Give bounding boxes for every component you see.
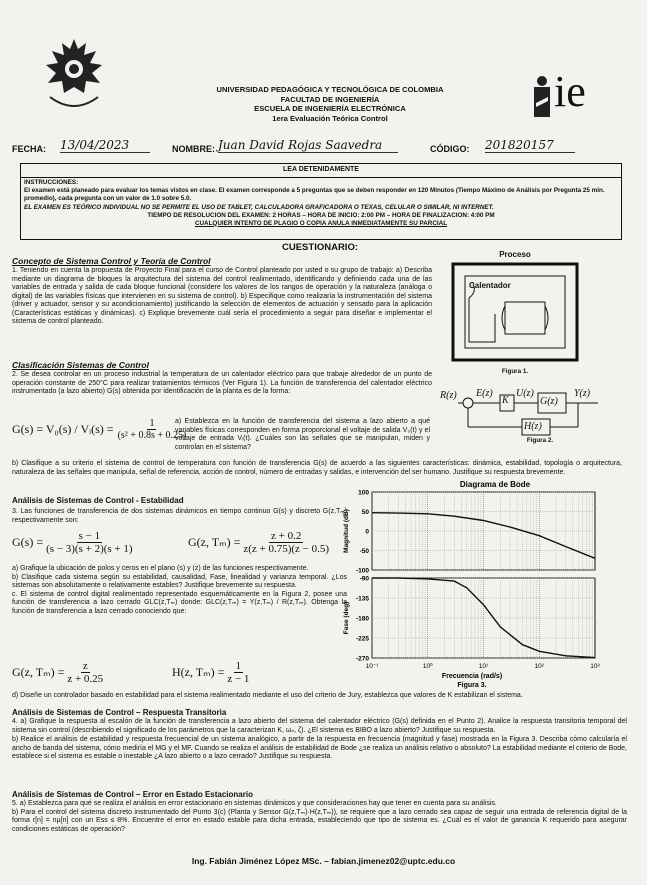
eq-gs-num: 1 <box>149 418 155 429</box>
phase-ytick-label: -180 <box>355 615 369 623</box>
figure-2-caption: Figura 2. <box>526 437 554 444</box>
eq3-gs-num: s − 1 <box>78 530 101 542</box>
eq-gs-den: (s² + 0.8s + 0.25) <box>117 430 187 441</box>
uptc-crest-logo <box>40 35 108 117</box>
bode-title: Diagrama de Bode <box>459 480 531 489</box>
ie-logo <box>530 67 600 125</box>
magnitude-ytick-label: 100 <box>358 489 369 497</box>
phase-ylabel: Fase (deg) <box>343 601 350 635</box>
instructions-line3: TIEMPO DE RESOLUCION DEL EXAMEN: 2 HORAS – HORA DE INICIO: 2:00 PM – HORA DE FINALIZACION: 4:00 PM <box>147 211 495 219</box>
fecha-label: FECHA: <box>12 144 46 154</box>
bode-xtick-label: 10⁻¹ <box>365 663 379 670</box>
bode-phase-line <box>372 578 595 658</box>
fig2-G-label: G(z) <box>540 396 558 407</box>
section-1-title: Concepto de Sistema Control y Teoría de Control <box>12 256 211 266</box>
section-5-part-a: 5. a) Establezca para qué se realiza el análisis en error estacionario en sistemas dinámicos y que consideraciones hay que tener en cuenta para su análisis. <box>12 800 497 807</box>
bode-magnitude-line <box>372 513 595 559</box>
eq3-g2-num: z <box>82 660 88 672</box>
instructions-line4: CUALQUIER INTENTO DE PLAGIO O COPIA ANULA INMEDIATAMENTE SU PARCIAL <box>194 219 448 227</box>
instructions-line1: El examen está planeado para evaluar los temas vistos en clase. El examen corresponde a 5 preguntas que se deben responder en 120 Minutos (Tiempo Máximo de Análisis por Pregunta 25 min. promedio), cada pregunta con un valor de 1.0 sobre 5.0. <box>24 186 605 202</box>
magnitude-ytick-label: 0 <box>365 528 369 536</box>
codigo-value: 201820157 <box>485 138 575 153</box>
instructions-line2: EL EXAMEN ES TEÓRICO INDIVIDUAL NO SE PERMITE EL USO DE TABLET, CALCULADORA GRAFICADORA O TEXAS, CELULAR O SIMILAR, NI INTERNET. <box>24 203 494 211</box>
section-4-part-a: 4. a) Grafique la respuesta al escalón de la función de transferencia a lazo abierto del sistema del calentador eléctrico (G(s) definida en el Punto 2). Analice la respuesta transitoria temporal del sistema sin control (describiendo el significado de los parámetros que la caracterizan K, ωₙ, ζ). ¿El sistema es BIBO a lazo abierto? Justifique su respuesta. <box>12 718 627 734</box>
eq3-gz-den: z(z + 0.75)(z − 0.5) <box>243 543 330 555</box>
equation-gs-heater <box>12 418 186 441</box>
section-4 <box>12 708 627 762</box>
heater-process-drawing <box>445 262 585 372</box>
section-3-part-b: b) Clasifique cada sistema según su estabilidad, causalidad, Fase, linealidad y varianza temporal. ¿Los sistemas son absolutamente o relativamente estables? Justifique brevemente su respuesta. <box>12 573 347 589</box>
bode-xtick-label: 10⁰ <box>422 663 433 670</box>
footer-professor: Ing. Fabián Jiménez López MSc. – fabian.jimenez02@uptc.edu.co <box>191 856 456 866</box>
figure-2 <box>440 385 600 445</box>
magnitude-ytick-label: -100 <box>355 567 369 575</box>
equation-gz-discrete <box>188 530 329 555</box>
instructions-title: INSTRUCCIONES: <box>24 178 79 186</box>
fig2-E-label: E(z) <box>476 388 493 399</box>
eq-gs-lhs: G(s) = V₀(s) / Vᵢ(s) = <box>12 422 114 436</box>
eq3-g2-den: z + 0.25 <box>67 673 104 685</box>
figure-1-caption: Figura 1. <box>501 368 529 375</box>
fig2-Y-label: Y(z) <box>574 388 591 399</box>
instructions-box <box>20 163 622 240</box>
eq3-g2-lhs: G(z, Tₘ) = <box>12 665 65 679</box>
eq3-h-den: z − 1 <box>227 673 250 685</box>
section-3-part-c: c. El sistema de control digital realimentado representado esquemáticamente en la Figura 2, posee una función de transferencia a lazo cerrado GLC(z,Tₘ) donde: GLC(z,Tₘ) = Y(z,Tₘ) / R(z,Tₘ). Obtenga la función de transferencia a lazo cerrado conociendo que: <box>12 590 347 615</box>
fecha-value: 13/04/2023 <box>60 138 150 153</box>
phase-ytick-label: -135 <box>355 595 369 603</box>
phase-ytick-label: -270 <box>355 655 369 663</box>
section-5 <box>12 790 627 834</box>
section-3-intro: 3. Las funciones de transferencia de dos sistemas dinámicos en tiempo continuo G(s) y discreto G(z,Tₘ) respectivamente son: <box>12 508 347 524</box>
section-2-part-a: a) Establezca en la función de transferencia del sistema a lazo abierto a qué variables físicas corresponden en forma proporcional el voltaje de salida V₀(t) y el voltaje de entrada Vᵢ(t). ¿Cuáles son las señales que se manipulan, miden y controlan en el sistema? <box>175 418 430 451</box>
phase-ytick-label: -225 <box>355 635 369 643</box>
bode-diagram <box>340 478 610 690</box>
exam-title: 1era Evaluación Teórica Control <box>272 113 388 123</box>
eq3-h-num: 1 <box>235 660 242 672</box>
codigo-label: CÓDIGO: <box>430 144 470 154</box>
section-3-title: Análisis de Sistemas de Control - Estabilidad <box>12 496 184 505</box>
section-1 <box>12 256 432 327</box>
eq3-gs-lhs: G(s) = <box>12 535 44 549</box>
nombre-label: NOMBRE: <box>172 144 215 154</box>
bode-xtick-label: 10³ <box>590 663 600 670</box>
cuestionario-heading: CUESTIONARIO: <box>282 242 358 253</box>
bode-plot-area <box>343 490 601 671</box>
figure-1 <box>445 250 585 380</box>
equation-g-tm <box>12 660 103 685</box>
section-3-parts <box>12 565 347 616</box>
bode-x-label: Frecuencia (rad/s) <box>441 673 503 680</box>
eq3-gz-num: z + 0.2 <box>271 530 302 542</box>
read-carefully-heading: LEA DETENIDAMENTE <box>283 166 359 173</box>
eq3-h-lhs: H(z, Tₘ) = <box>172 665 225 679</box>
equation-h-tm <box>172 660 249 685</box>
section-2 <box>12 360 432 397</box>
bode-caption: Figura 3. <box>457 682 487 689</box>
section-4-part-b: b) Realice el análisis de estabilidad y respuesta frecuencial de un sistema analógico, a partir de la respuesta en frecuencia (magnitud y fase) mostrada en la Figura 3. Describa cómo calcularía el ancho de banda del sistema, cómo mediría el MG y el MF. Cuando se realiza el análisis de estabilidad de Bode ¿se realiza un análisis relativo o absoluto? La estabilidad mediante el criterio de Bode, establece si el sistema es estable o inestable ¿A lazo abierto o a lazo cerrado? Justifique su respuesta. <box>12 736 627 760</box>
fig2-R-label: R(z) <box>440 390 457 401</box>
section-4-title: Análisis de Sistemas de Control – Respuesta Transitoria <box>12 708 227 717</box>
section-5-title: Análisis de Sistemas de Control – Error en Estado Estacionario <box>12 790 253 799</box>
bode-xtick-label: 10² <box>534 663 544 670</box>
university-name: UNIVERSIDAD PEDAGÓGICA Y TECNOLÓGICA DE COLOMBIA <box>216 85 444 94</box>
section-3 <box>12 496 347 525</box>
section-1-body: 1. Teniendo en cuenta la propuesta de Proyecto Final para el curso de Control planteado por usted o su grupo de trabajo: a) Describa mediante un diagrama de bloques la arquitectura del sistema del control realimentado, identificando y definiendo cada una de las variables de entrada y salida de cada bloque funcional (considere los valores de los rangos de operación y la naturaleza (análoga o digital) de las variables físicas que intervienen en su sistema de control). b) Especifique como realizaría la instrumentación del sistema (driver y actuador, sensor y su acondicionamiento) justificando la selección de elementos de actuación y sensado para la aplicación (Características estáticas y dinámicas). c) Explique brevemente cuál sería el procedimiento a seguir para diseñar e implementar el sistema de control planteado. <box>12 267 432 325</box>
section-5-part-b: b) Para el control del sistema discreto instrumentado del Punto 3(c) (Planta y Sensor G(z,Tₘ)·H(z,Tₘ)), se requiere que a lazo cerrado sea capaz de seguir una entrada de referencia digital de la forma r[n] = nμ[n] con un Ess ≤ 8%. Encuentre el error en estado estable para dicha entrada, estableciendo que tipo de sistema es. ¿Cuál es el valor de ganancia K requerido para asegurar condiciones estáticas de operación? <box>12 808 627 833</box>
section-2-body: 2. Se desea controlar en un proceso industrial la temperatura de un calentador eléctrico para que trabaje alrededor de un punto de operación constante de 250°C para realizar tratamientos térmicos (Ver Figura 1). La función de transferencia del calentador eléctrico instrumentado (a lazo abierto) G(s) obtenida por identificación de la planta es de la forma: <box>12 371 432 395</box>
figure-1-title: Proceso <box>499 250 531 259</box>
phase-ytick-label: -90 <box>359 575 369 583</box>
section-2-part-b: b) Clasifique a su criterio el sistema de control de temperatura con función de transferencia G(s) de acuerdo a las siguientes características: dinámica, estabilidad, topología o arquitectura, naturaleza de las señales que manipula, señal de referencia, acción de control, número de entradas y salidas, e intervención del ser humano. Justifique su respuesta brevemente. <box>12 460 622 476</box>
fig2-H-label: H(z) <box>524 421 542 432</box>
equation-gs-continuous <box>12 530 133 555</box>
magnitude-ytick-label: 50 <box>361 509 369 516</box>
school-name: ESCUELA DE INGENIERÍA ELECTRÓNICA <box>254 104 406 113</box>
ie-logo-letter: ie <box>554 67 586 116</box>
fig2-U-label: U(z) <box>516 388 534 399</box>
nombre-value: Juan David Rojas Saavedra <box>218 138 398 153</box>
fig2-K-label: K <box>502 395 509 406</box>
section-2-title: Clasificación Sistemas de Control <box>12 360 149 370</box>
faculty-name: FACULTAD DE INGENIERÍA <box>280 94 380 104</box>
eq3-gz-lhs: G(z, Tₘ) = <box>188 535 241 549</box>
section-3-part-a: a) Grafique la ubicación de polos y ceros en el plano (s) y (z) de las funciones respectivamente. <box>12 565 309 572</box>
eq3-gs-den: (s − 3)(s + 2)(s + 1) <box>46 543 133 555</box>
bode-xtick-label: 10¹ <box>478 663 489 670</box>
figure-1-label: Calentador <box>469 281 511 290</box>
magnitude-ytick-label: -50 <box>359 548 369 555</box>
section-3-part-d: d) Diseñe un controlador basado en estabilidad para el sistema realimentado mediante el uso del criterio de Jury, establezca que valores de K estabilizan el sistema. <box>12 692 523 699</box>
magnitude-ylabel: Magnitud (dB) <box>343 509 350 553</box>
